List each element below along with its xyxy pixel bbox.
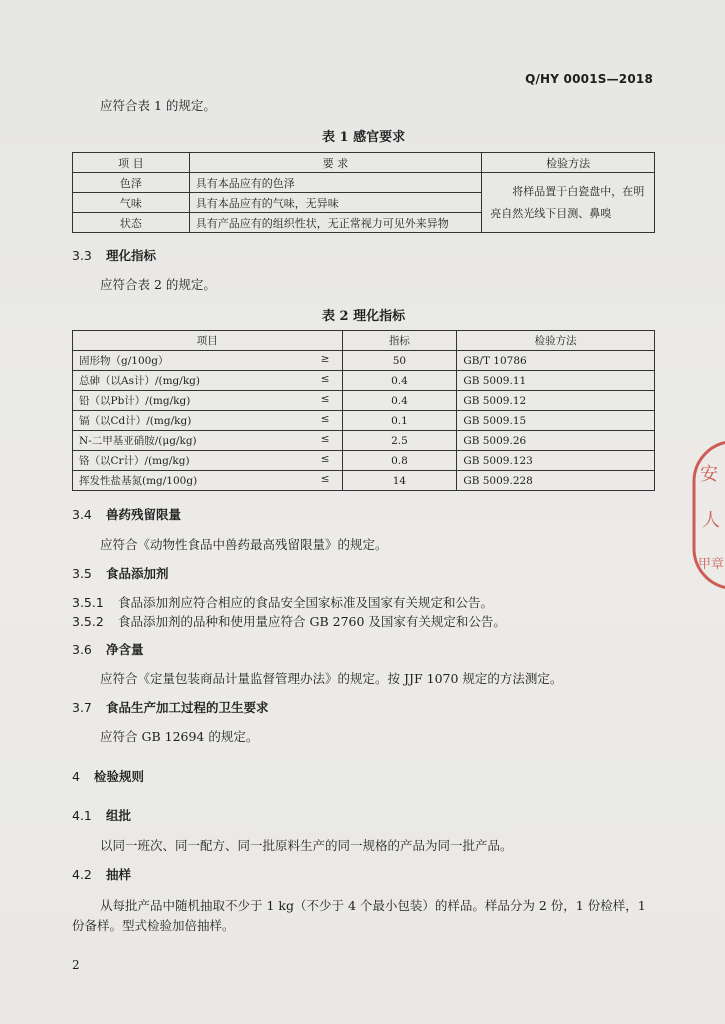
- section-3-6-body: 应符合《定量包装商品计量监督管理办法》的规定。按 JJF 1070 规定的方法测定。: [100, 671, 563, 686]
- table1-method-line1: 将样品置于白瓷盘中，在明: [512, 184, 645, 198]
- standard-code: Q/HY 0001S—2018: [525, 72, 653, 86]
- table1-req: 具有本品应有的气味，无异味: [189, 193, 481, 213]
- table2-caption: 表 2 理化指标: [322, 309, 406, 324]
- table2-value: 14: [342, 471, 457, 491]
- section-number: 3.4: [72, 507, 92, 522]
- table2-comparison-symbol: ≤: [320, 393, 330, 405]
- table2-value: 0.4: [342, 391, 457, 411]
- table1-req: 具有产品应有的组织性状，无正常视力可见外来异物: [189, 213, 481, 233]
- table2-item: 铅（以Pb计）/(mg/kg): [79, 395, 191, 407]
- section-text: 食品添加剂的品种和使用量应符合 GB 2760 及国家有关规定和公告。: [118, 614, 506, 629]
- physicochemical-table: [72, 330, 655, 491]
- table1-item: 色泽: [73, 173, 190, 193]
- table2-comparison-symbol: ≤: [320, 413, 330, 425]
- section-3-6-heading: [72, 640, 144, 658]
- table2-method: GB 5009.15: [457, 411, 655, 431]
- table2-item-cell: [73, 431, 343, 451]
- table2-row: [73, 431, 655, 451]
- table2-item: 铬（以Cr计）/(mg/kg): [79, 455, 190, 467]
- section-4-1-body: 以同一班次、同一配方、同一批原料生产的同一规格的产品为同一批产品。: [100, 838, 513, 853]
- section-3-4-body: 应符合《动物性食品中兽药最高残留限量》的规定。: [100, 537, 388, 552]
- table2-method: GB 5009.11: [457, 371, 655, 391]
- table1-caption: 表 1 感官要求: [322, 130, 406, 145]
- table2-row: [73, 411, 655, 431]
- section-title: 组批: [106, 808, 132, 823]
- section-4-1-heading: [72, 806, 131, 824]
- section-title: 食品生产加工过程的卫生要求: [106, 700, 269, 715]
- stamp-char: 安: [700, 464, 718, 485]
- page-number: 2: [72, 958, 80, 972]
- table2-row: [73, 451, 655, 471]
- table2-header-item: 项目: [73, 331, 343, 351]
- stamp-char: 甲章: [698, 557, 725, 572]
- table1-header-item: 项 目: [73, 153, 190, 173]
- section-title: 检验规则: [94, 769, 145, 784]
- table2-value: 0.1: [342, 411, 457, 431]
- section-number: 3.5: [72, 566, 92, 581]
- section-title: 抽样: [106, 867, 132, 882]
- section-text: 食品添加剂应符合相应的食品安全国家标准及国家有关规定和公告。: [118, 595, 494, 610]
- table2-comparison-symbol: ≤: [320, 373, 330, 385]
- table2-method: GB/T 10786: [457, 351, 655, 371]
- table2-item: 总砷（以As计）/(mg/kg): [79, 375, 201, 387]
- section-number: 3.6: [72, 642, 92, 657]
- table2-comparison-symbol: ≤: [320, 433, 330, 445]
- section-3-5-heading: [72, 564, 169, 582]
- red-seal-stamp: [688, 440, 725, 590]
- section-3-5-1: [72, 593, 493, 611]
- section-3-4-heading: [72, 505, 181, 523]
- section-3-3-heading: [72, 246, 156, 264]
- table1-header-req: 要 求: [189, 153, 481, 173]
- table2-comparison-symbol: ≥: [320, 353, 330, 365]
- table2-value: 2.5: [342, 431, 457, 451]
- section-title: 净含量: [106, 642, 144, 657]
- section-title: 食品添加剂: [106, 566, 169, 581]
- section-number: 3.7: [72, 700, 92, 715]
- table2-header-value: 指标: [342, 331, 457, 351]
- section-number: 4.2: [72, 867, 92, 882]
- table2-body: [73, 351, 655, 491]
- section-3-7-heading: [72, 698, 269, 716]
- section-4-heading: [72, 767, 144, 785]
- table2-value: 50: [342, 351, 457, 371]
- stamp-char: 人: [702, 510, 720, 531]
- table2-comparison-symbol: ≤: [320, 453, 330, 465]
- table1-item: 状态: [73, 213, 190, 233]
- table2-value: 0.8: [342, 451, 457, 471]
- section-title: 理化指标: [106, 248, 157, 263]
- table2-method: GB 5009.123: [457, 451, 655, 471]
- intro-line: 应符合表 1 的规定。: [100, 98, 216, 113]
- section-3-5-2: [72, 612, 506, 630]
- sensory-requirements-table: [72, 152, 655, 233]
- table2-row: [73, 351, 655, 371]
- table2-item: 挥发性盐基氮(mg/100g): [79, 475, 198, 487]
- table1-req: 具有本品应有的色泽: [189, 173, 481, 193]
- section-number: 3.5.1: [72, 595, 104, 610]
- table2-item-cell: [73, 371, 343, 391]
- section-3-3-body: 应符合表 2 的规定。: [100, 277, 216, 292]
- table2-method: GB 5009.228: [457, 471, 655, 491]
- table2-item: 镉（以Cd计）/(mg/kg): [79, 415, 192, 427]
- section-number: 4.1: [72, 808, 92, 823]
- table1-method: [482, 173, 655, 233]
- section-4-2-body-line1: 从每批产品中随机抽取不少于 1 kg（不少于 4 个最小包装）的样品。样品分为 2 份，1 份检样，1: [100, 898, 646, 913]
- section-number: 4: [72, 769, 80, 784]
- section-title: 兽药残留限量: [106, 507, 182, 522]
- table2-item-cell: [73, 351, 343, 371]
- table2-value: 0.4: [342, 371, 457, 391]
- table2-row: [73, 391, 655, 411]
- table1-header-method: 检验方法: [482, 153, 655, 173]
- table2-item-cell: [73, 471, 343, 491]
- table1-item: 气味: [73, 193, 190, 213]
- table2-item: N-二甲基亚硝胺/(μg/kg): [79, 435, 197, 447]
- table2-row: [73, 371, 655, 391]
- table2-item-cell: [73, 451, 343, 471]
- table2-header-method: 检验方法: [457, 331, 655, 351]
- table2-item: 固形物（g/100g）: [79, 355, 169, 367]
- section-4-2-body-line2: 份备样。型式检验加倍抽样。: [72, 918, 235, 933]
- table2-item-cell: [73, 411, 343, 431]
- table2-method: GB 5009.12: [457, 391, 655, 411]
- table2-item-cell: [73, 391, 343, 411]
- section-3-7-body: 应符合 GB 12694 的规定。: [100, 729, 259, 744]
- section-number: 3.3: [72, 248, 92, 263]
- table2-method: GB 5009.26: [457, 431, 655, 451]
- table2-comparison-symbol: ≤: [320, 473, 330, 485]
- table1-method-line2: 亮自然光线下目测、鼻嗅: [490, 206, 612, 220]
- section-4-2-heading: [72, 865, 131, 883]
- table2-row: [73, 471, 655, 491]
- section-number: 3.5.2: [72, 614, 104, 629]
